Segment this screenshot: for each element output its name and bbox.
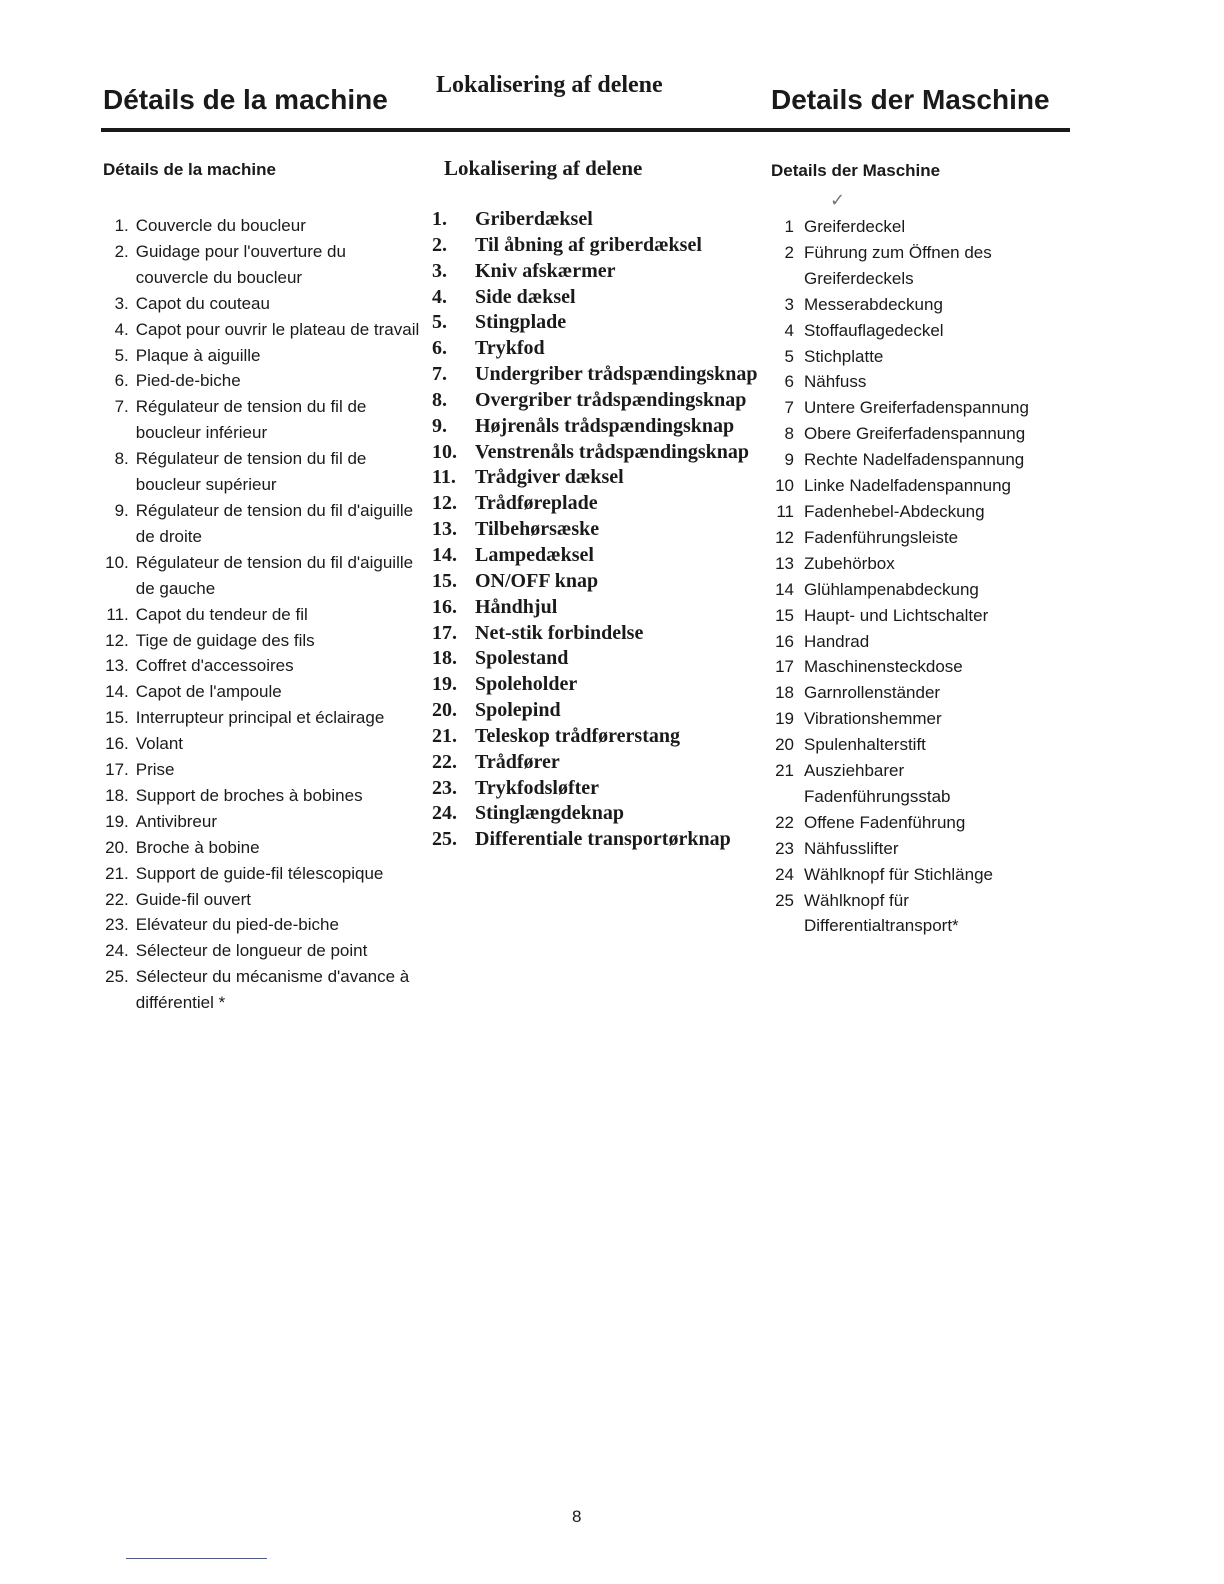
item-label: Elévateur du pied-de-biche [135, 915, 339, 935]
item-label: Stinglængdeknap [475, 802, 624, 825]
list-item [103, 343, 423, 369]
item-label: Rechte Nadelfadenspannung [804, 450, 1025, 470]
item-number: 2. [432, 233, 447, 256]
item-number: 18. [432, 647, 457, 670]
list-item [103, 757, 423, 783]
page-number: 8 [572, 1507, 582, 1526]
list-item [103, 446, 423, 498]
list-item [432, 543, 767, 569]
item-label: Couvercle du boucleur [135, 216, 306, 235]
item-label: Antivibreur [135, 811, 218, 831]
item-label: Greiferdeckel [804, 217, 906, 236]
item-label: Tilbehørsæske [475, 518, 600, 541]
item-number: 16. [432, 595, 457, 618]
item-number: 15 [775, 605, 794, 625]
list-item [771, 629, 1071, 655]
item-label: Højrenåls trådspændingsknap [475, 414, 735, 437]
list-item [432, 672, 767, 698]
item-number: 4. [114, 319, 129, 339]
item-label: Support de guide-fil télescopique [135, 863, 384, 883]
list-item [771, 525, 1071, 551]
item-number: 15. [432, 569, 457, 592]
handwritten-check-mark: ✓ [830, 190, 846, 210]
item-number: 21. [105, 863, 129, 883]
item-label: Trådfører [475, 750, 560, 773]
item-number: 13. [105, 656, 129, 676]
item-number: 21. [432, 724, 457, 747]
item-label: Glühlampenabdeckung [804, 579, 979, 599]
item-label: Volant [135, 734, 184, 754]
item-number: 10 [775, 476, 794, 496]
item-label: Undergriber trådspændingsknap [475, 363, 758, 386]
list-item [771, 603, 1071, 629]
item-number: 22 [775, 812, 794, 832]
item-label: Differentiale transportørknap [475, 828, 731, 851]
item-number: 6. [114, 371, 129, 391]
item-number: 20 [775, 735, 794, 755]
list-item [103, 291, 423, 317]
item-number: 14. [432, 543, 457, 566]
list-item [432, 724, 767, 750]
item-number: 6 [784, 372, 794, 392]
list-item [432, 595, 767, 621]
item-number: 22. [105, 889, 129, 909]
item-number: 1 [784, 217, 794, 236]
item-number: 25. [432, 828, 457, 851]
item-number: 5. [432, 311, 447, 334]
item-label: Führung zum Öffnen des Greiferdeckels [804, 242, 992, 288]
list-item [771, 344, 1071, 370]
item-label: Offene Fadenführung [804, 812, 966, 832]
list-item [771, 810, 1071, 836]
item-number: 9. [114, 500, 129, 520]
item-number: 18 [775, 683, 794, 703]
item-number: 12. [105, 630, 129, 650]
list-item [432, 362, 767, 388]
item-label: Sélecteur de longueur de point [135, 941, 368, 961]
list-item [432, 750, 767, 776]
list-item [103, 887, 423, 913]
page-title-de: Details der Maschine [771, 84, 1050, 115]
list-item [771, 240, 1071, 292]
item-label: Håndhjul [475, 595, 558, 618]
item-label: Side dæksel [475, 285, 576, 308]
item-number: 7. [432, 363, 447, 386]
item-label: Stoffauflagedeckel [804, 320, 944, 340]
list-item [103, 912, 423, 938]
item-number: 25 [775, 890, 794, 910]
item-number: 24. [105, 941, 129, 961]
item-number: 18. [105, 785, 129, 805]
item-label: Ausziehbarer Fadenführungsstab [804, 761, 951, 806]
item-number: 23 [775, 838, 794, 858]
item-label: Trådgiver dæksel [475, 466, 624, 489]
item-label: Vibrationshemmer [804, 709, 942, 729]
item-number: 14. [105, 682, 129, 702]
list-item [432, 233, 767, 259]
item-number: 3. [432, 259, 447, 282]
header-divider [101, 128, 1070, 132]
item-number: 13. [432, 518, 457, 541]
list-item [103, 731, 423, 757]
list-item [771, 888, 1071, 940]
item-number: 11. [106, 604, 129, 624]
list-item [103, 602, 423, 628]
list-item [771, 473, 1071, 499]
item-label: Plaque à aiguille [135, 345, 261, 365]
item-number: 9 [784, 450, 794, 470]
list-item [771, 577, 1071, 603]
item-number: 14 [775, 579, 794, 599]
item-number: 4 [784, 320, 794, 340]
item-label: Linke Nadelfadenspannung [804, 476, 1012, 496]
item-label: Teleskop trådførerstang [475, 724, 680, 747]
item-label: Trykfodsløfter [475, 776, 600, 799]
item-label: Régulateur de tension du fil de boucleur inférieur [135, 397, 367, 443]
list-item [432, 621, 767, 647]
section-title-da: Lokalisering af delene [444, 156, 643, 180]
item-number: 9. [432, 414, 447, 437]
parts-list-da [432, 207, 767, 853]
list-item [432, 491, 767, 517]
list-item [103, 705, 423, 731]
list-item [432, 776, 767, 802]
item-label: Spoleholder [475, 673, 578, 696]
item-number: 3. [114, 293, 129, 313]
list-item [103, 783, 423, 809]
list-item [771, 836, 1071, 862]
item-label: Capot du couteau [135, 293, 270, 313]
section-title-de: Details der Maschine [771, 161, 941, 180]
list-item [771, 732, 1071, 758]
list-item [771, 706, 1071, 732]
list-item [771, 292, 1071, 318]
list-item [103, 861, 423, 887]
list-item [432, 310, 767, 336]
column-danish [432, 156, 767, 853]
item-label: Prise [135, 760, 175, 780]
item-number: 11. [432, 466, 456, 489]
item-label: Broche à bobine [135, 837, 260, 857]
item-label: Guide-fil ouvert [135, 889, 252, 909]
item-number: 24 [775, 864, 794, 884]
item-label: Messerabdeckung [804, 294, 943, 314]
item-label: Nähfuss [804, 372, 867, 392]
item-number: 7 [784, 398, 794, 418]
item-number: 22. [432, 750, 457, 773]
list-item [432, 207, 767, 233]
item-label: Wählknopf für Differentialtransport* [804, 890, 959, 936]
item-number: 19 [775, 709, 794, 729]
item-number: 6. [432, 337, 447, 360]
parts-list-de [771, 214, 1071, 939]
item-label: Capot pour ouvrir le plateau de travail [135, 319, 420, 339]
list-item [103, 964, 423, 1016]
bottom-divider [126, 1558, 267, 1559]
item-number: 7. [114, 397, 129, 417]
item-number: 2 [784, 242, 794, 262]
item-label: Nähfusslifter [804, 838, 899, 858]
list-item [771, 499, 1071, 525]
list-item [432, 801, 767, 827]
item-label: Haupt- und Lichtschalter [804, 605, 989, 625]
list-item [771, 369, 1071, 395]
item-label: Régulateur de tension du fil de boucleur supérieur [135, 449, 367, 495]
item-label: Coffret d'accessoires [135, 656, 294, 676]
item-number: 12. [432, 492, 457, 515]
list-item [771, 551, 1071, 577]
item-label: Trykfod [475, 337, 545, 360]
item-label: Trådføreplade [475, 492, 598, 515]
item-number: 12 [775, 527, 794, 547]
list-item [432, 465, 767, 491]
list-item [771, 447, 1071, 473]
column-german [771, 161, 1071, 939]
list-item [771, 214, 1071, 240]
list-item [432, 259, 767, 285]
item-label: Fadenhebel-Abdeckung [804, 501, 985, 521]
list-item [432, 388, 767, 414]
item-number: 8. [114, 449, 129, 469]
item-number: 10. [105, 552, 129, 572]
item-label: Wählknopf für Stichlänge [804, 864, 993, 884]
item-number: 17 [775, 657, 794, 677]
item-label: Capot de l'ampoule [135, 682, 282, 702]
list-item [432, 646, 767, 672]
list-item [771, 758, 1071, 810]
list-item [432, 336, 767, 362]
list-item [432, 414, 767, 440]
list-item [771, 654, 1071, 680]
list-item [771, 862, 1071, 888]
list-item [432, 569, 767, 595]
item-label: Net-stik forbindelse [475, 621, 644, 644]
item-label: Stingplade [475, 311, 567, 334]
item-number: 5 [784, 346, 794, 366]
item-label: Untere Greiferfadenspannung [804, 398, 1029, 418]
item-label: Handrad [804, 631, 870, 651]
item-number: 25. [105, 967, 129, 987]
section-title-fr: Détails de la machine [103, 160, 276, 179]
item-number: 15. [105, 708, 129, 728]
item-number: 23. [105, 915, 129, 935]
list-item [432, 698, 767, 724]
item-label: Garnrollenständer [804, 683, 941, 703]
list-item [103, 550, 423, 602]
list-item [771, 680, 1071, 706]
item-number: 24. [432, 802, 457, 825]
item-number: 21 [775, 761, 794, 781]
item-number: 17. [432, 621, 457, 644]
list-item [432, 517, 767, 543]
item-number: 13 [775, 553, 794, 573]
item-label: Fadenführungsleiste [804, 527, 959, 547]
item-number: 8 [784, 424, 794, 444]
list-item [103, 679, 423, 705]
item-label: Griberdæksel [475, 208, 593, 230]
column-french [103, 160, 423, 1016]
item-number: 2. [114, 241, 129, 261]
item-number: 23. [432, 776, 457, 799]
list-item [432, 440, 767, 466]
list-item [771, 395, 1071, 421]
item-label: Til åbning af griberdæksel [475, 233, 702, 256]
item-label: Venstrenåls trådspændingsknap [475, 440, 749, 463]
item-label: Spolestand [475, 647, 569, 670]
item-number: 17. [105, 760, 129, 780]
item-label: Pied-de-biche [135, 371, 241, 391]
list-item [103, 498, 423, 550]
item-number: 1. [432, 208, 447, 230]
item-label: Capot du tendeur de fil [135, 604, 308, 624]
item-number: 16. [105, 734, 129, 754]
page-title-da: Lokalisering af delene [436, 72, 663, 98]
item-number: 10. [432, 440, 457, 463]
item-label: Interrupteur principal et éclairage [135, 708, 385, 728]
list-item [432, 285, 767, 311]
item-number: 19. [432, 673, 457, 696]
item-number: 5. [114, 345, 129, 365]
item-label: Guidage pour l'ouverture du couvercle du boucleur [135, 241, 346, 287]
item-number: 4. [432, 285, 447, 308]
item-label: Régulateur de tension du fil d'aiguille de droite [135, 500, 414, 546]
list-item [103, 239, 423, 291]
item-number: 16 [775, 631, 794, 651]
item-label: Régulateur de tension du fil d'aiguille de gauche [135, 552, 414, 598]
item-label: Sélecteur du mécanisme d'avance à différentiel * [135, 967, 410, 1013]
list-item [103, 394, 423, 446]
item-number: 20. [105, 837, 129, 857]
list-item [771, 421, 1071, 447]
item-label: ON/OFF knap [475, 569, 599, 592]
item-label: Maschinensteckdose [804, 657, 963, 677]
list-item [103, 809, 423, 835]
list-item [103, 368, 423, 394]
list-item [103, 835, 423, 861]
list-item [103, 938, 423, 964]
item-number: 19. [105, 811, 129, 831]
list-item [103, 653, 423, 679]
item-label: Zubehörbox [804, 553, 895, 573]
item-number: 1. [114, 216, 129, 235]
item-label: Support de broches à bobines [135, 785, 363, 805]
item-number: 20. [432, 699, 457, 722]
item-number: 11 [776, 501, 794, 521]
item-label: Tige de guidage des fils [135, 630, 315, 650]
item-label: Overgriber trådspændingsknap [475, 388, 747, 411]
list-item [103, 628, 423, 654]
parts-list-fr [103, 213, 423, 1016]
item-label: Obere Greiferfadenspannung [804, 424, 1026, 444]
list-item [771, 318, 1071, 344]
item-label: Stichplatte [804, 346, 884, 366]
item-number: 3 [784, 294, 794, 314]
page-title-fr: Détails de la machine [103, 84, 388, 115]
item-label: Kniv afskærmer [475, 259, 616, 282]
item-label: Spulenhalterstift [804, 735, 926, 755]
list-item [103, 317, 423, 343]
item-label: Spolepind [475, 699, 561, 722]
item-label: Lampedæksel [475, 543, 594, 566]
list-item [103, 213, 423, 239]
item-number: 8. [432, 388, 447, 411]
list-item [432, 827, 767, 853]
